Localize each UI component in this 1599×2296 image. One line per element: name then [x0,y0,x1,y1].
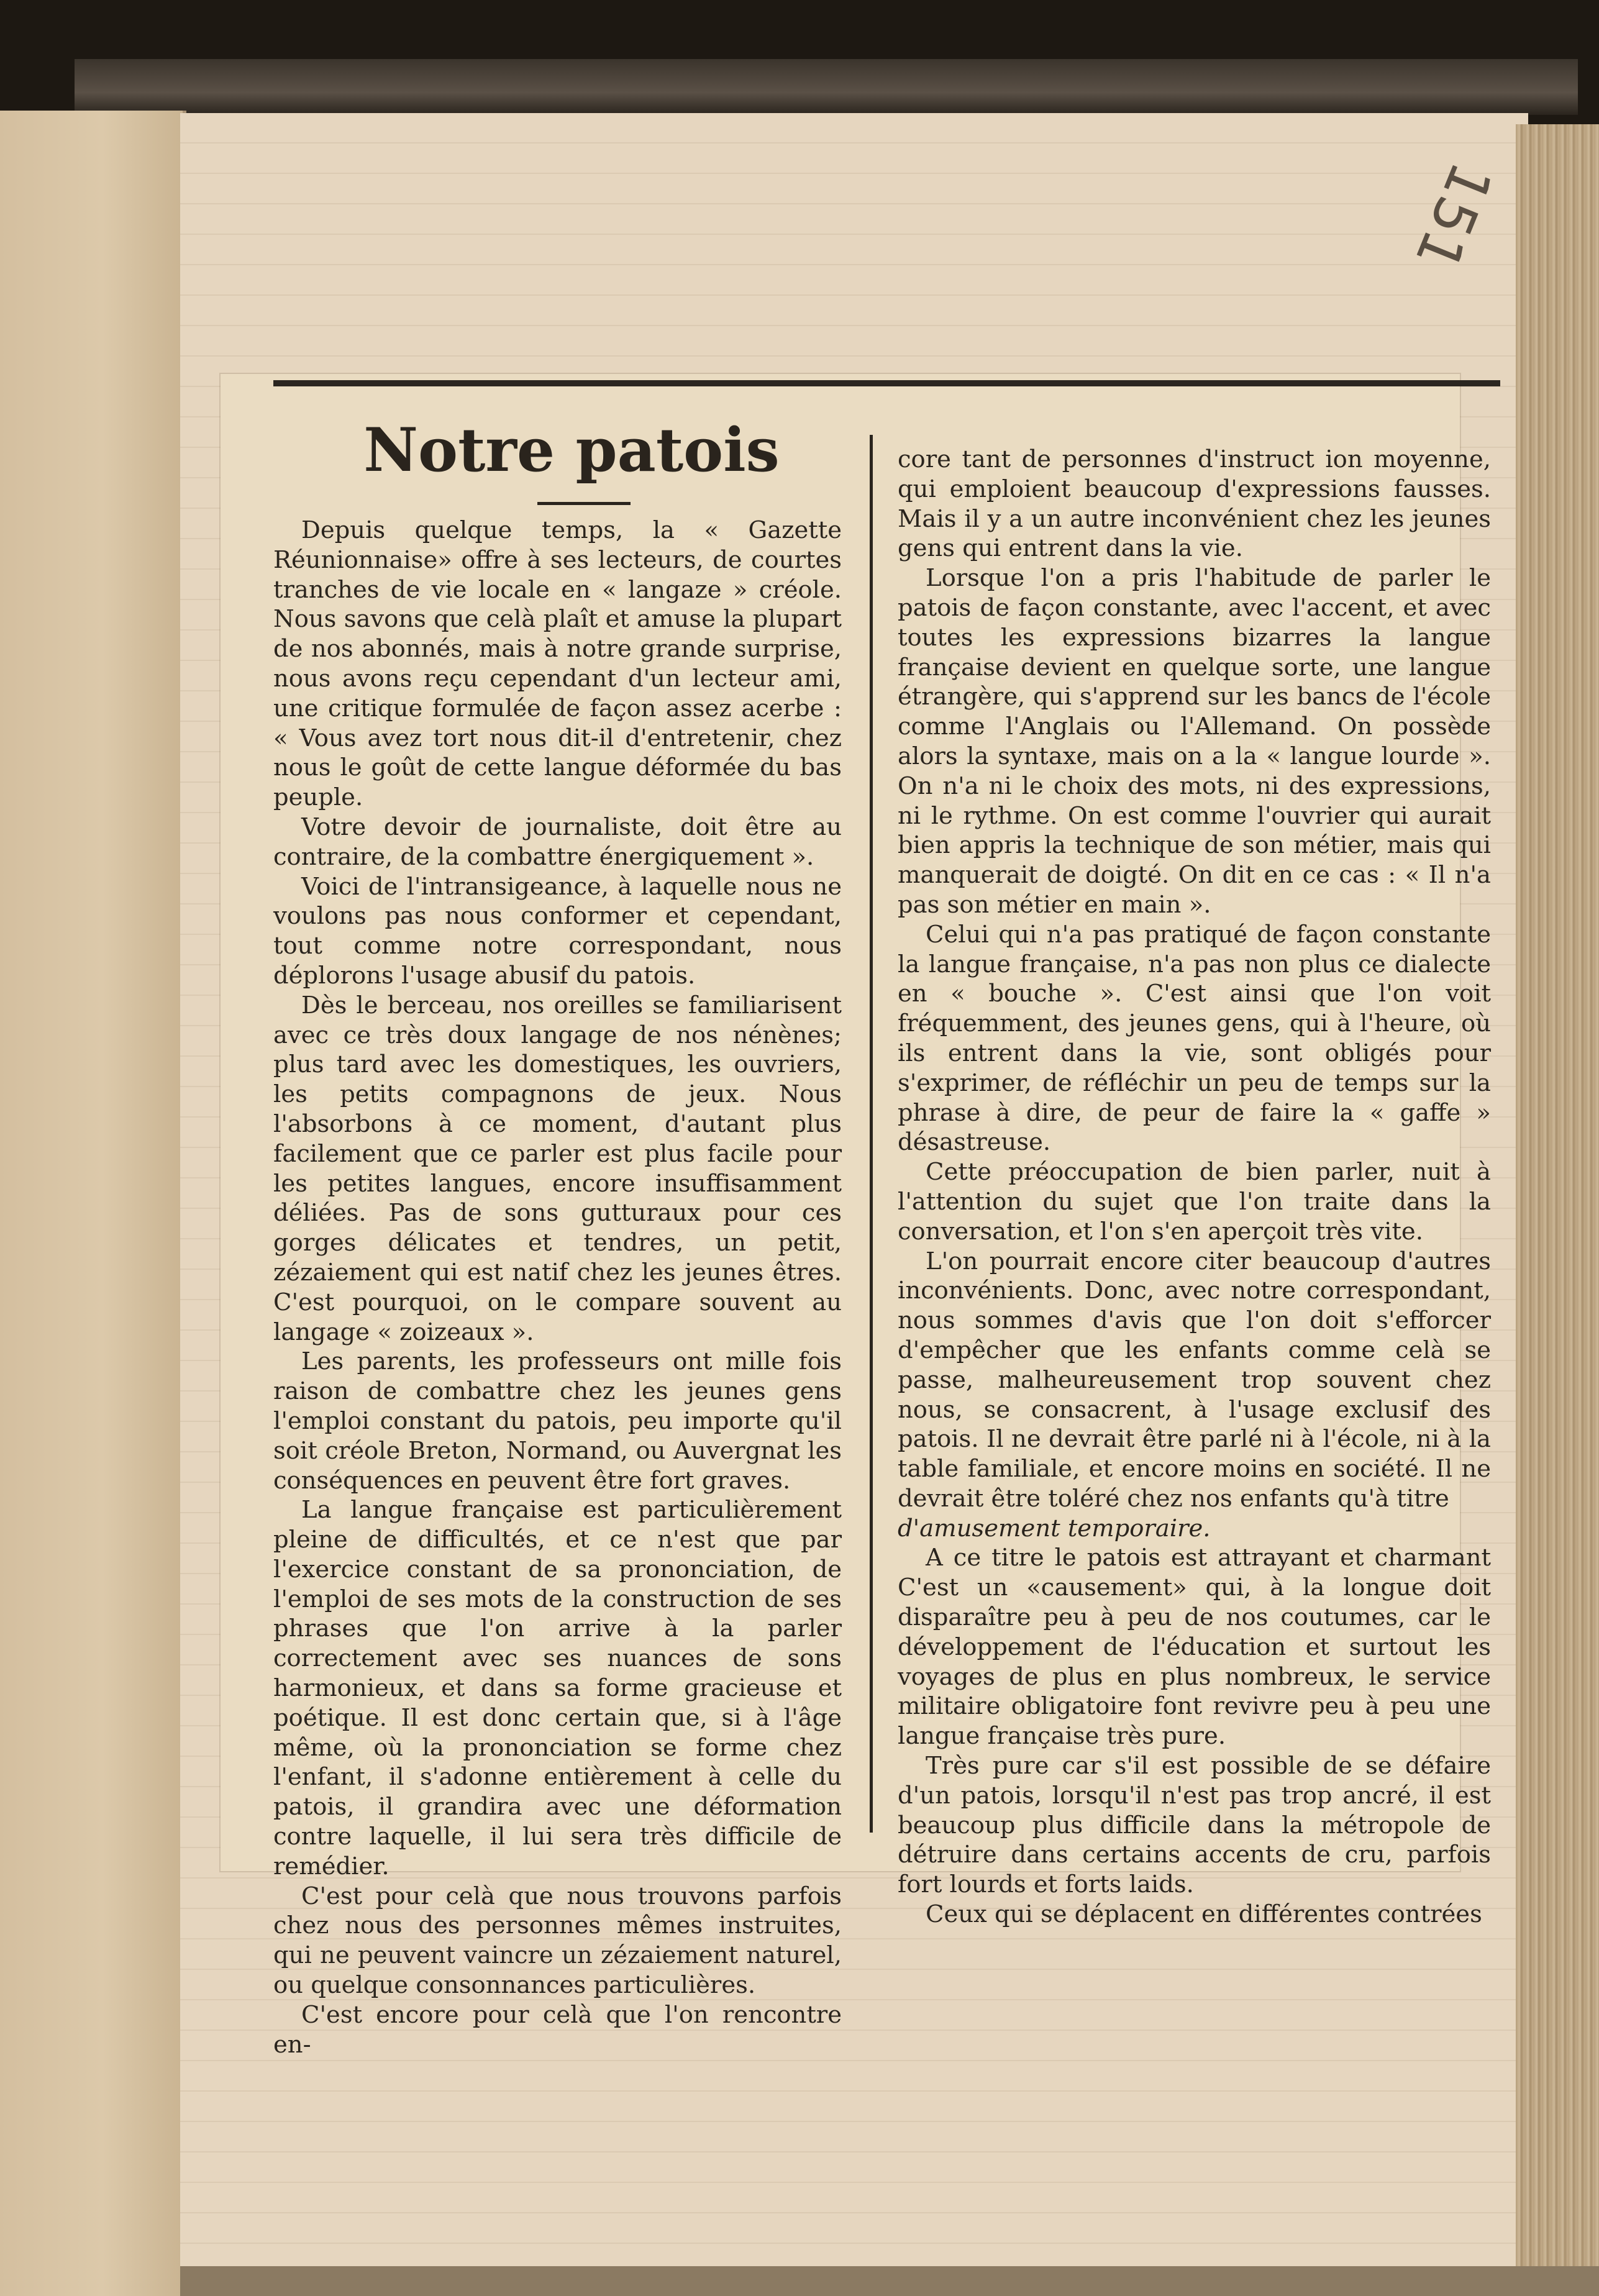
article-title: Notre patois [363,415,780,485]
paragraph: L'on pourrait encore citer beaucoup d'autres inconvénients. Donc, avec notre correspondant, nous sommes d'avis que l'on doit s'efforcer d'empêcher que les enfants comme celà se passe, malheureusement trop souvent chez nous, se consacrent, à l'usage exclusif des patois. Il ne devrait être parlé ni à l'école, ni à la table familiale, et encore moins en société. Il ne devrait être toléré chez nos enfants qu'à titre [898,1247,1491,1513]
paragraph: core tant de personnes d'instruct ion moyenne, qui emploient beaucoup d'expressions fausses. Mais il y a un autre inconvénient chez les jeunes gens qui entrent dans la vie. [898,445,1491,563]
book-spine-band [75,59,1578,115]
paragraph: A ce titre le patois est attrayant et charmant C'est un «causement» qui, à la longue doit disparaître peu à peu de nos coutumes, car le développement de l'éducation et surtout les voyages de plus en plus nombreux, le service militaire obligatoire font revivre peu à peu une langue française très pure. [898,1544,1491,1751]
paragraph: Cette préoccupation de bien parler, nuit à l'attention du sujet que l'on traite dans la conversation, et l'on s'en aperçoit très vite. [898,1158,1491,1246]
paragraph: Lorsque l'on a pris l'habitude de parler le patois de façon constante, avec l'accent, et avec toutes les expressions bizarres la langue française devient en quelque sorte, une langue étrangère, qui s'apprend sur les bancs de l'école comme l'Anglais ou l'Allemand. On possède alors la syntaxe, mais on a la « langue lourde ». On n'a ni le choix des mots, ni des expressions, ni le rythme. On est comme l'ouvrier qui aurait bien appris la technique de son métier, mais qui manquerait de doigté. On dit en ce cas : « Il n'a pas son métier en main ». [898,564,1491,919]
paragraph: Les parents, les professeurs ont mille fois raison de combattre chez les jeunes gens l'emploi constant du patois, peu importe qu'il soit créole Breton, Normand, ou Auvergnat les conséquences en peuvent être fort graves. [273,1347,842,1495]
page-stack-edges [1516,124,1599,2296]
left-page-leaf [0,111,186,2296]
paragraph: Très pure car s'il est possible de se défaire d'un patois, lorsqu'il n'est pas trop ancré, il est beaucoup plus difficile dans la métropole de détruire dans certains accents de cru, parfois fort lourds et forts laids. [898,1752,1491,1899]
paragraph: Celui qui n'a pas pratiqué de façon constante la langue française, n'a pas non plus ce dialecte en « bouche ». C'est ainsi que l'on voit fréquemment, des jeunes gens, qui à l'heure, où ils entrent dans la vie, sont obligés pour s'exprimer, de réfléchir un peu de temps sur la phrase à dire, de peur de faire la « gaffe » désastreuse. [898,920,1491,1157]
clipping-top-rule [273,380,1500,386]
paragraph: Dès le berceau, nos oreilles se familiarisent avec ce très doux langage de nos nénènes; plus tard avec les domestiques, les ouvriers, les petits compagnons de jeux. Nous l'absorbons à ce moment, d'autant plus facilement que ce parler est plus facile pour les petites langues, encore insuffisamment déliées. Pas de sons gutturaux pour ces gorges délicates et tendres, un petit, zézaiement qui est natif chez les jeunes êtres. C'est pourquoi, on le compare souvent au langage « zoizeaux ». [273,991,842,1346]
paragraph: Votre devoir de journaliste, doit être au contraire, de la combattre énergiquement ». [273,813,842,871]
paragraph: C'est encore pour celà que l'on rencontre en- [273,2000,842,2059]
title-underline [537,502,631,505]
paragraph: La langue française est particulièrement pleine de difficultés, et ce n'est que par l'exercice constant de sa prononciation, de l'emploi de ses mots de la construction de ses phrases que l'on arrive à la parler correctement avec ses nuances de sons harmonieux, et dans sa forme gracieuse et poétique. Il est donc certain que, si à l'âge même, où la prononciation se forme chez l'enfant, il s'adonne entièrement à celle du patois, il grandira avec une déformation contre laquelle, il lui sera très difficile de remédier. [273,1496,842,1880]
article-right-column [898,445,1491,1929]
page-number: 151 [1402,153,1505,280]
paragraph: Depuis quelque temps, la « Gazette Réunionnaise» offre à ses lecteurs, de courtes tranches de vie locale en « langaze » créole. Nous savons que celà plaît et amuse la plupart de nos abonnés, mais à notre grande surprise, nous avons reçu cependant d'un lecteur ami, une critique formulée de façon assez acerbe : « Vous avez tort nous dit-il d'entretenir, chez nous le goût de cette langue déformée du bas peuple. [273,516,842,812]
paragraph: Ceux qui se déplacent en différentes contrées [926,1900,1482,1929]
paragraph: Voici de l'intransigeance, à laquelle nous ne voulons pas nous conformer et cependant, tout comme notre correspondant, nous déplorons l'usage abusif du patois. [273,872,842,990]
column-divider [870,435,873,1833]
paragraph: C'est pour celà que nous trouvons parfois chez nous des personnes mêmes instruites, qui ne peuvent vaincre un zézaiement naturel, ou quelque consonnances particulières. [273,1882,842,2000]
page-bottom-edge [180,2266,1599,2296]
paragraph-italic-end: d'amusement temporaire. [898,1514,1211,1542]
article-left-column [273,516,842,2059]
